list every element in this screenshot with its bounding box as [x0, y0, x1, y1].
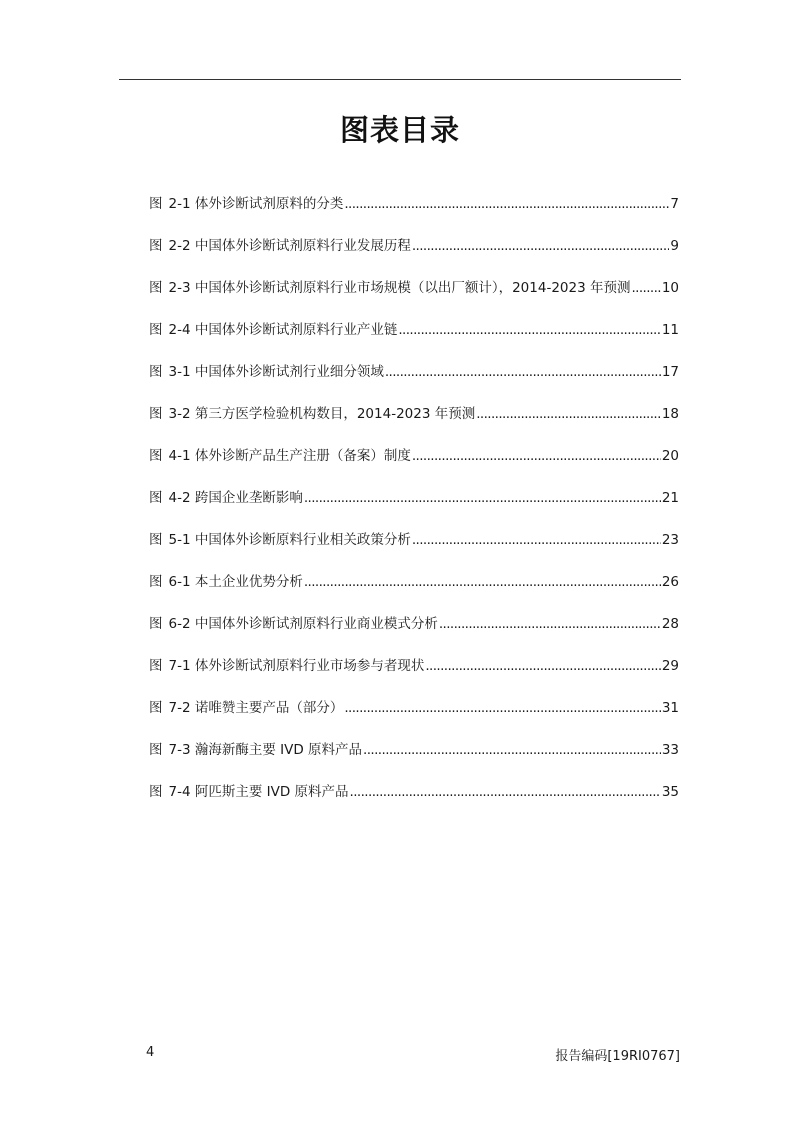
toc-entry-title: 6-1 本土企业优势分析 — [168, 574, 303, 590]
toc-entry-title: 2-4 中国体外诊断试剂原料行业产业链 — [168, 322, 398, 338]
toc-entry-title: 4-1 体外诊断产品生产注册（备案）制度 — [168, 448, 411, 464]
toc-entry-label — [149, 232, 412, 260]
toc-entry-page: 11 — [661, 322, 679, 338]
toc-entry-prefix: 图 — [149, 574, 163, 590]
dot-leader — [412, 526, 661, 554]
toc-entry-label — [149, 358, 385, 386]
toc-entry-page: 9 — [670, 238, 679, 254]
dot-leader — [425, 652, 660, 680]
toc-entry[interactable] — [149, 694, 679, 736]
toc-entry[interactable] — [149, 400, 679, 442]
toc-entry-prefix: 图 — [149, 196, 163, 212]
toc-entry-prefix: 图 — [149, 448, 163, 464]
dot-leader — [398, 316, 660, 344]
toc-entry-page: 18 — [661, 406, 679, 422]
toc-entry-page: 28 — [661, 616, 679, 632]
toc-entry-page: 29 — [661, 658, 679, 674]
toc-entry-title: 7-3 瀚海新酶主要 IVD 原料产品 — [168, 742, 363, 758]
toc-entry-title: 2-2 中国体外诊断试剂原料行业发展历程 — [168, 238, 411, 254]
toc-entry-title: 7-2 诺唯赞主要产品（部分） — [168, 700, 344, 716]
toc-entry[interactable] — [149, 358, 679, 400]
toc-entry-page: 23 — [661, 532, 679, 548]
toc-entry[interactable] — [149, 736, 679, 778]
toc-entry-prefix: 图 — [149, 532, 163, 548]
dot-leader — [476, 400, 661, 428]
page-title: 图表目录 — [339, 113, 460, 147]
dot-leader — [631, 274, 660, 302]
toc-entry-label — [149, 316, 398, 344]
toc-entry[interactable] — [149, 778, 679, 820]
toc-entry-prefix: 图 — [149, 700, 163, 716]
toc-entry-label — [149, 274, 631, 302]
toc-entry-title: 5-1 中国体外诊断原料行业相关政策分析 — [168, 532, 411, 548]
dot-leader — [412, 232, 670, 260]
toc-entry-prefix: 图 — [149, 616, 163, 632]
toc-entry-prefix: 图 — [149, 658, 163, 674]
toc-entry-page: 26 — [661, 574, 679, 590]
table-of-figures — [149, 190, 679, 820]
toc-entry[interactable] — [149, 316, 679, 358]
toc-entry-label — [149, 400, 476, 428]
toc-entry-page: 17 — [661, 364, 679, 380]
toc-entry-title: 3-2 第三方医学检验机构数目，2014-2023 年预测 — [168, 406, 476, 422]
toc-entry[interactable] — [149, 652, 679, 694]
toc-entry-label — [149, 484, 304, 512]
dot-leader — [304, 484, 661, 512]
header-rule — [119, 79, 681, 80]
toc-entry-title: 2-1 体外诊断试剂原料的分类 — [168, 196, 344, 212]
toc-entry[interactable] — [149, 610, 679, 652]
toc-entry-prefix: 图 — [149, 280, 163, 296]
toc-entry-title: 2-3 中国体外诊断试剂原料行业市场规模（以出厂额计），2014-2023 年预测 — [168, 280, 631, 296]
toc-entry-prefix: 图 — [149, 490, 163, 506]
toc-entry[interactable] — [149, 568, 679, 610]
toc-entry-title: 6-2 中国体外诊断试剂原料行业商业模式分析 — [168, 616, 438, 632]
dot-leader — [439, 610, 661, 638]
toc-entry-page: 10 — [661, 280, 679, 296]
toc-entry-label — [149, 568, 304, 596]
toc-entry-label — [149, 190, 344, 218]
toc-entry-prefix: 图 — [149, 322, 163, 338]
toc-entry-page: 20 — [661, 448, 679, 464]
toc-entry-title: 7-1 体外诊断试剂原料行业市场参与者现状 — [168, 658, 425, 674]
toc-entry-label — [149, 442, 412, 470]
toc-entry-prefix: 图 — [149, 784, 163, 800]
toc-entry-page: 7 — [670, 196, 679, 212]
dot-leader — [385, 358, 661, 386]
toc-entry[interactable] — [149, 190, 679, 232]
toc-entry-prefix: 图 — [149, 406, 163, 422]
toc-entry-title: 3-1 中国体外诊断试剂行业细分领域 — [168, 364, 384, 380]
toc-entry-prefix: 图 — [149, 364, 163, 380]
dot-leader — [350, 778, 661, 806]
toc-entry[interactable] — [149, 526, 679, 568]
footer-page-number: 4 — [146, 1045, 155, 1060]
dot-leader — [344, 190, 669, 218]
toc-entry[interactable] — [149, 274, 679, 316]
toc-entry-page: 31 — [661, 700, 679, 716]
toc-entry-label — [149, 736, 363, 764]
toc-entry-label — [149, 610, 439, 638]
toc-entry[interactable] — [149, 442, 679, 484]
toc-entry-title: 7-4 阿匹斯主要 IVD 原料产品 — [168, 784, 349, 800]
dot-leader — [363, 736, 661, 764]
toc-entry-page: 33 — [661, 742, 679, 758]
toc-entry[interactable] — [149, 484, 679, 526]
toc-entry-prefix: 图 — [149, 742, 163, 758]
toc-entry-page: 21 — [661, 490, 679, 506]
toc-entry-title: 4-2 跨国企业垄断影响 — [168, 490, 303, 506]
toc-entry-label — [149, 652, 425, 680]
footer-report-code: 报告编码[19RI0767] — [555, 1049, 680, 1064]
toc-entry-page: 35 — [661, 784, 679, 800]
dot-leader — [344, 694, 660, 722]
dot-leader — [304, 568, 661, 596]
toc-entry-prefix: 图 — [149, 238, 163, 254]
dot-leader — [412, 442, 661, 470]
toc-entry-label — [149, 778, 350, 806]
toc-entry-label — [149, 526, 412, 554]
toc-entry-label — [149, 694, 344, 722]
toc-entry[interactable] — [149, 232, 679, 274]
